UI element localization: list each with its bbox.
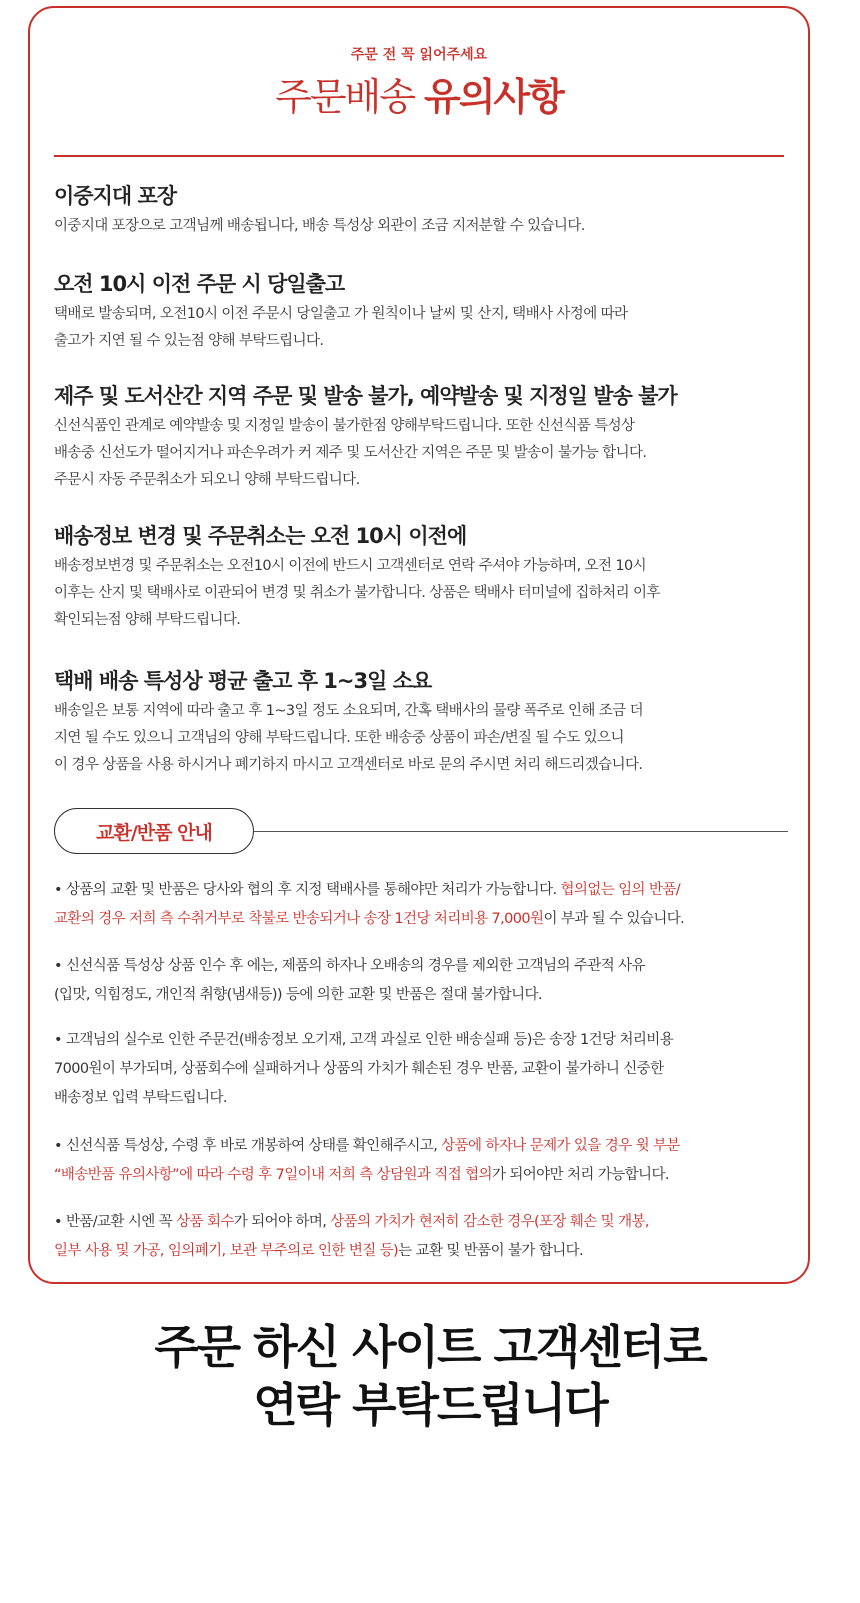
bullet-line xyxy=(54,1132,799,1161)
section-body xyxy=(54,301,799,355)
section-line: 지연 될 수도 있으니 고객님의 양해 부탁드립니다. 또한 배송중 상품이 파손/변질 될 수도 있으니 xyxy=(54,730,624,746)
bullet-line xyxy=(54,876,799,905)
section-heading: 택배 배송 특성상 평균 출고 후 1~3일 소요 xyxy=(54,669,432,693)
bullet-line: 배송정보 입력 부탁드립니다. xyxy=(54,1090,227,1106)
section-line: 이 경우 상품을 사용 하시거나 폐기하지 마시고 고객센터로 바로 문의 주시면 처리 해드리겠습니다. xyxy=(54,757,643,773)
section-heading: 오전 10시 이전 주문 시 당일출고 xyxy=(54,272,345,296)
section-line: 배송중 신선도가 떨어지거나 파손우려가 커 제주 및 도서산간 지역은 주문 및 발송이 불가능 합니다. xyxy=(54,445,647,461)
section-line: 배송정보변경 및 주문취소는 오전10시 이전에 반드시 고객센터로 연락 주셔야 가능하며, 오전 10시 xyxy=(54,558,647,574)
section-body xyxy=(54,413,799,494)
section-line: 주문시 자동 주문취소가 되오니 양해 부탁드립니다. xyxy=(54,472,360,488)
bullet-highlight: 협의없는 임의 반품/ xyxy=(560,882,681,898)
footer-line-2: 연락 부탁드립니다 xyxy=(253,1378,607,1432)
title-divider xyxy=(54,155,784,157)
exchange-header xyxy=(54,808,788,856)
section-body xyxy=(54,553,799,634)
title-light: 주문배송 xyxy=(275,75,414,119)
bullet-line xyxy=(54,905,799,934)
bullet-line: (입맛, 익힘정도, 개인적 취향(냄새등)) 등에 의한 교환 및 반품은 절대 불가합니다. xyxy=(54,987,542,1003)
bullet-highlight: 교환의 경우 저희 측 수취거부로 착불로 반송되거나 송장 1건당 처리비용 7,000원 xyxy=(54,911,544,927)
section-jeju-restriction xyxy=(54,381,799,494)
bullet-text: 가 되어야만 처리 가능합니다. xyxy=(491,1167,669,1183)
bullet-line: • 고객님의 실수로 인한 주문건(배송정보 오기재, 고객 과실로 인한 배송실패 등)은 송장 1건당 처리비용 xyxy=(54,1032,674,1048)
bullet-text: 이 부과 될 수 있습니다. xyxy=(543,911,685,927)
bullet-text: 가 되어야 하며, xyxy=(233,1214,331,1230)
section-line: 이후는 산지 및 택배사로 이관되어 변경 및 취소가 불가합니다. 상품은 택배사 터미널에 집하처리 이후 xyxy=(54,585,660,601)
section-body xyxy=(54,213,799,240)
bullet-highlight: 상품의 가치가 현저히 감소한 경우(포장 훼손 및 개봉, xyxy=(330,1214,649,1230)
bullet-line xyxy=(54,1161,799,1190)
bullet-highlight: 상품 회수 xyxy=(176,1214,234,1230)
section-same-day-shipping xyxy=(54,269,799,355)
section-line: 확인되는점 양해 부탁드립니다. xyxy=(54,612,241,628)
section-delivery-time xyxy=(54,666,799,779)
page-title xyxy=(30,66,808,121)
bullet-line xyxy=(54,1237,799,1266)
bullet-text: 는 교환 및 반품이 불가 합니다. xyxy=(398,1243,584,1259)
bullet-line: 7000원이 부가되며, 상품회수에 실패하거나 상품의 가치가 훼손된 경우 반품, 교환이 불가하니 신중한 xyxy=(54,1061,664,1077)
exchange-pill: 교환/반품 안내 xyxy=(54,808,254,854)
section-line: 출고가 지연 될 수 있는점 양해 부탁드립니다. xyxy=(54,333,324,349)
section-heading: 제주 및 도서산간 지역 주문 및 발송 불가, 예약발송 및 지정일 발송 불가 xyxy=(54,384,677,408)
section-double-packaging xyxy=(54,181,799,240)
bullet-line: • 신선식품 특성상 상품 인수 후 에는, 제품의 하자나 오배송의 경우를 제외한 고객님의 주관적 사유 xyxy=(54,958,645,974)
exchange-bullet-2 xyxy=(54,952,799,1010)
footer-message xyxy=(0,1318,860,1434)
section-heading: 배송정보 변경 및 주문취소는 오전 10시 이전에 xyxy=(54,524,467,548)
bullet-highlight: 일부 사용 및 가공, 임의폐기, 보관 부주의로 인한 변질 등) xyxy=(54,1243,399,1259)
eyebrow-text: 주문 전 꼭 읽어주세요 xyxy=(350,47,488,63)
bullet-highlight: 상품에 하자나 문제가 있을 경우 윗 부분 xyxy=(441,1138,680,1154)
footer-line-1: 주문 하신 사이트 고객센터로 xyxy=(154,1320,706,1374)
exchange-bullet-1 xyxy=(54,876,799,934)
section-order-change xyxy=(54,521,799,634)
title-bold: 유의사항 xyxy=(424,75,563,119)
section-line: 이중지대 포장으로 고객님께 배송됩니다, 배송 특성상 외관이 조금 지저분할 수 있습니다. xyxy=(54,218,585,234)
section-line: 배송일은 보통 지역에 따라 출고 후 1~3일 정도 소요되며, 간혹 택배사의 물량 폭주로 인해 조금 더 xyxy=(54,703,644,719)
bullet-text: • 상품의 교환 및 반품은 당사와 협의 후 지정 택배사를 통해야만 처리가 가능합니다. xyxy=(54,882,561,898)
bullet-text: • 신선식품 특성상, 수령 후 바로 개봉하여 상태를 확인해주시고, xyxy=(54,1138,442,1154)
section-line: 신선식품인 관계로 예약발송 및 지정일 발송이 불가한점 양해부탁드립니다. 또한 신선식품 특성상 xyxy=(54,418,635,434)
bullet-text: • 반품/교환 시엔 꼭 xyxy=(54,1214,177,1230)
section-heading: 이중지대 포장 xyxy=(54,184,177,208)
section-body xyxy=(54,698,799,779)
exchange-bullet-5 xyxy=(54,1208,799,1266)
bullet-line xyxy=(54,1208,799,1237)
exchange-bullet-3 xyxy=(54,1026,799,1113)
notice-card xyxy=(28,6,810,1284)
exchange-bullet-4 xyxy=(54,1132,799,1190)
bullet-highlight: “배송반품 유의사항”에 따라 수령 후 7일이내 저희 측 상담원과 직접 협의 xyxy=(54,1167,492,1183)
exchange-divider xyxy=(254,831,788,832)
section-line: 택배로 발송되며, 오전10시 이전 주문시 당일출고 가 원칙이나 날씨 및 산지, 택배사 사정에 따라 xyxy=(54,306,628,322)
